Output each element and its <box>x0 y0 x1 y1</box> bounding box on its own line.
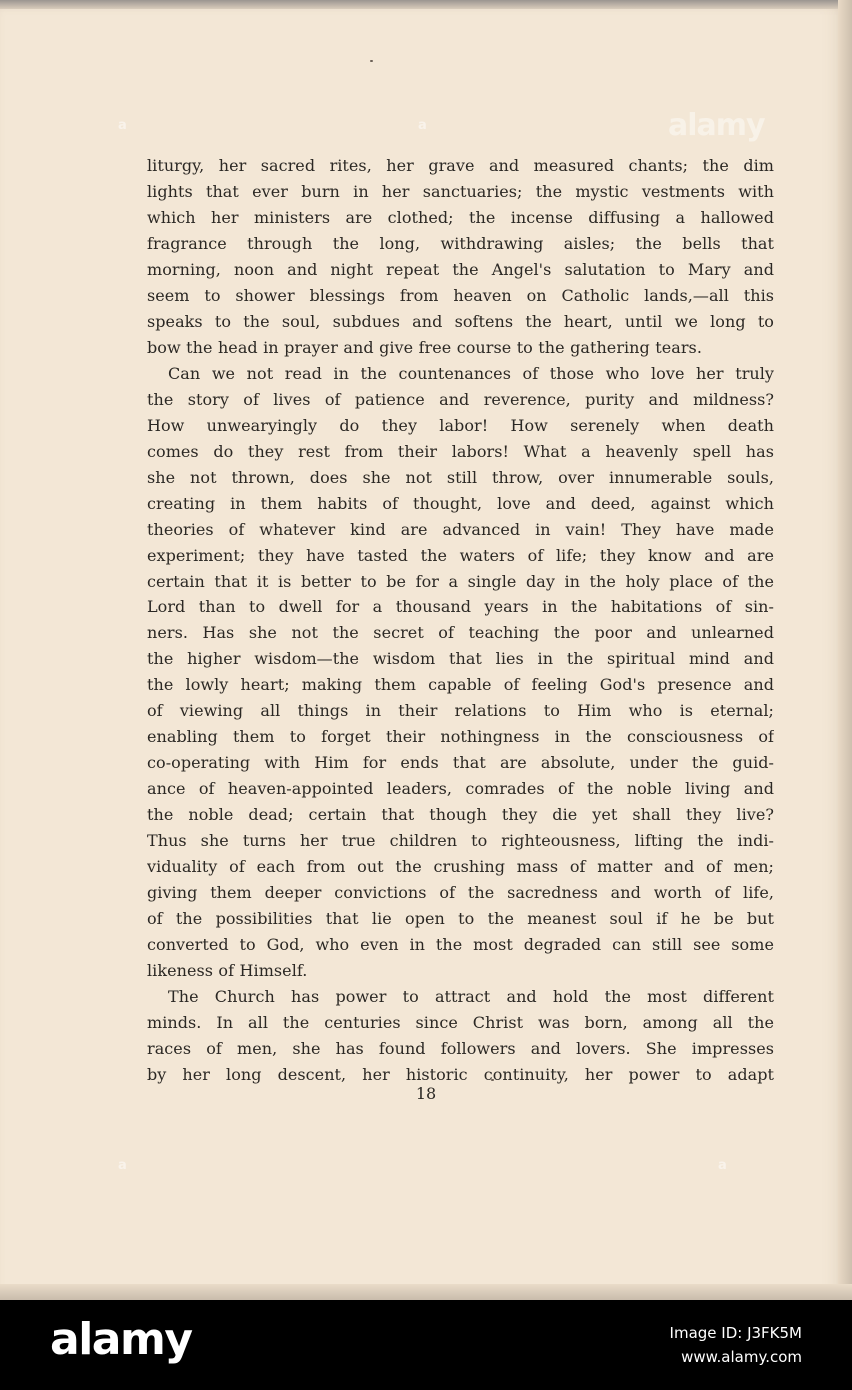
text-line: enabling them to forget their nothingness in the consciousness of <box>147 727 774 747</box>
text-line: races of men, she has found followers and lovers. She impresses <box>147 1038 774 1058</box>
text-line: likeness of Himself. <box>147 961 308 981</box>
text-line: The Church has power to attract and hold the most different <box>168 987 774 1006</box>
text-line: the lowly heart; making them capable of feeling God's presence and <box>147 675 774 695</box>
text-line: ance of heaven-appointed leaders, comrades of the noble living and <box>147 779 774 799</box>
text-line: theories of whatever kind are advanced in vain! They have made <box>147 519 774 539</box>
text-line: Thus she turns her true children to righteousness, lifting the indi- <box>147 831 774 851</box>
page-body-text <box>147 153 774 1088</box>
text-line: Lord than to dwell for a thousand years in the habitations of sin- <box>147 597 774 617</box>
text-line: experiment; they have tasted the waters of life; they know and are <box>147 545 774 565</box>
text-line: bow the head in prayer and give free course to the gathering tears. <box>147 337 702 357</box>
text-line: certain that it is better to be for a single day in the holy place of the <box>147 571 774 591</box>
paper-speck <box>370 60 373 62</box>
page-top-edge <box>0 0 852 9</box>
page-number: 18 <box>415 1084 437 1103</box>
text-line: seem to shower blessings from heaven on Catholic lands,—all this <box>147 285 774 305</box>
text-line: creating in them habits of thought, love and deed, against which <box>147 493 774 513</box>
text-line: lights that ever burn in her sanctuaries; the mystic vestments with <box>147 181 774 201</box>
text-line: converted to God, who even in the most degraded can still see some <box>147 935 774 955</box>
watermark-mark: a <box>118 1158 127 1173</box>
watermark-mark: a <box>418 118 427 133</box>
image-id-label: Image ID: J3FK5M <box>669 1324 802 1342</box>
text-line: which her ministers are clothed; the incense diffusing a hallowed <box>147 207 774 227</box>
watermark-mark: a <box>718 1158 727 1173</box>
watermark-overlay: alamy <box>668 108 765 143</box>
text-line: liturgy, her sacred rites, her grave and measured chants; the dim <box>147 156 774 175</box>
text-line: Can we not read in the countenances of those who love her truly <box>168 363 774 383</box>
text-line: the story of lives of patience and reverence, purity and mildness? <box>147 389 774 409</box>
text-line: minds. In all the centuries since Christ was born, among all the <box>147 1012 774 1032</box>
text-line: How unwearyingly do they labor! How serenely when death <box>147 415 774 435</box>
text-line: viduality of each from out the crushing mass of matter and of men; <box>147 857 774 877</box>
text-line: fragrance through the long, withdrawing aisles; the bells that <box>147 233 774 253</box>
text-line: speaks to the soul, subdues and softens the heart, until we long to <box>147 311 774 331</box>
footer-url: www.alamy.com <box>681 1348 802 1366</box>
page-bottom-edge <box>0 1284 852 1300</box>
text-line: she not thrown, does she not still throw, over innumerable souls, <box>147 467 774 487</box>
text-line: of viewing all things in their relations to Him who is eternal; <box>147 701 774 721</box>
text-line: of the possibilities that lie open to the meanest soul if he be but <box>147 909 774 929</box>
text-line: giving them deeper convictions of the sacredness and worth of life, <box>147 883 774 903</box>
watermark-mark: a <box>118 118 127 133</box>
alamy-logo: alamy <box>50 1314 192 1365</box>
text-line: comes do they rest from their labors! What a heavenly spell has <box>147 441 774 461</box>
text-line: ners. Has she not the secret of teaching the poor and unlearned <box>147 623 774 643</box>
text-line: the noble dead; certain that though they die yet shall they live? <box>147 805 774 825</box>
page-right-edge <box>838 0 852 1300</box>
text-line: by her long descent, her historic continuity, her power to adapt <box>147 1064 774 1084</box>
text-line: co-operating with Him for ends that are absolute, under the guid- <box>147 753 774 773</box>
text-line: the higher wisdom—the wisdom that lies in the spiritual mind and <box>147 649 774 669</box>
text-line: morning, noon and night repeat the Angel's salutation to Mary and <box>147 259 774 279</box>
